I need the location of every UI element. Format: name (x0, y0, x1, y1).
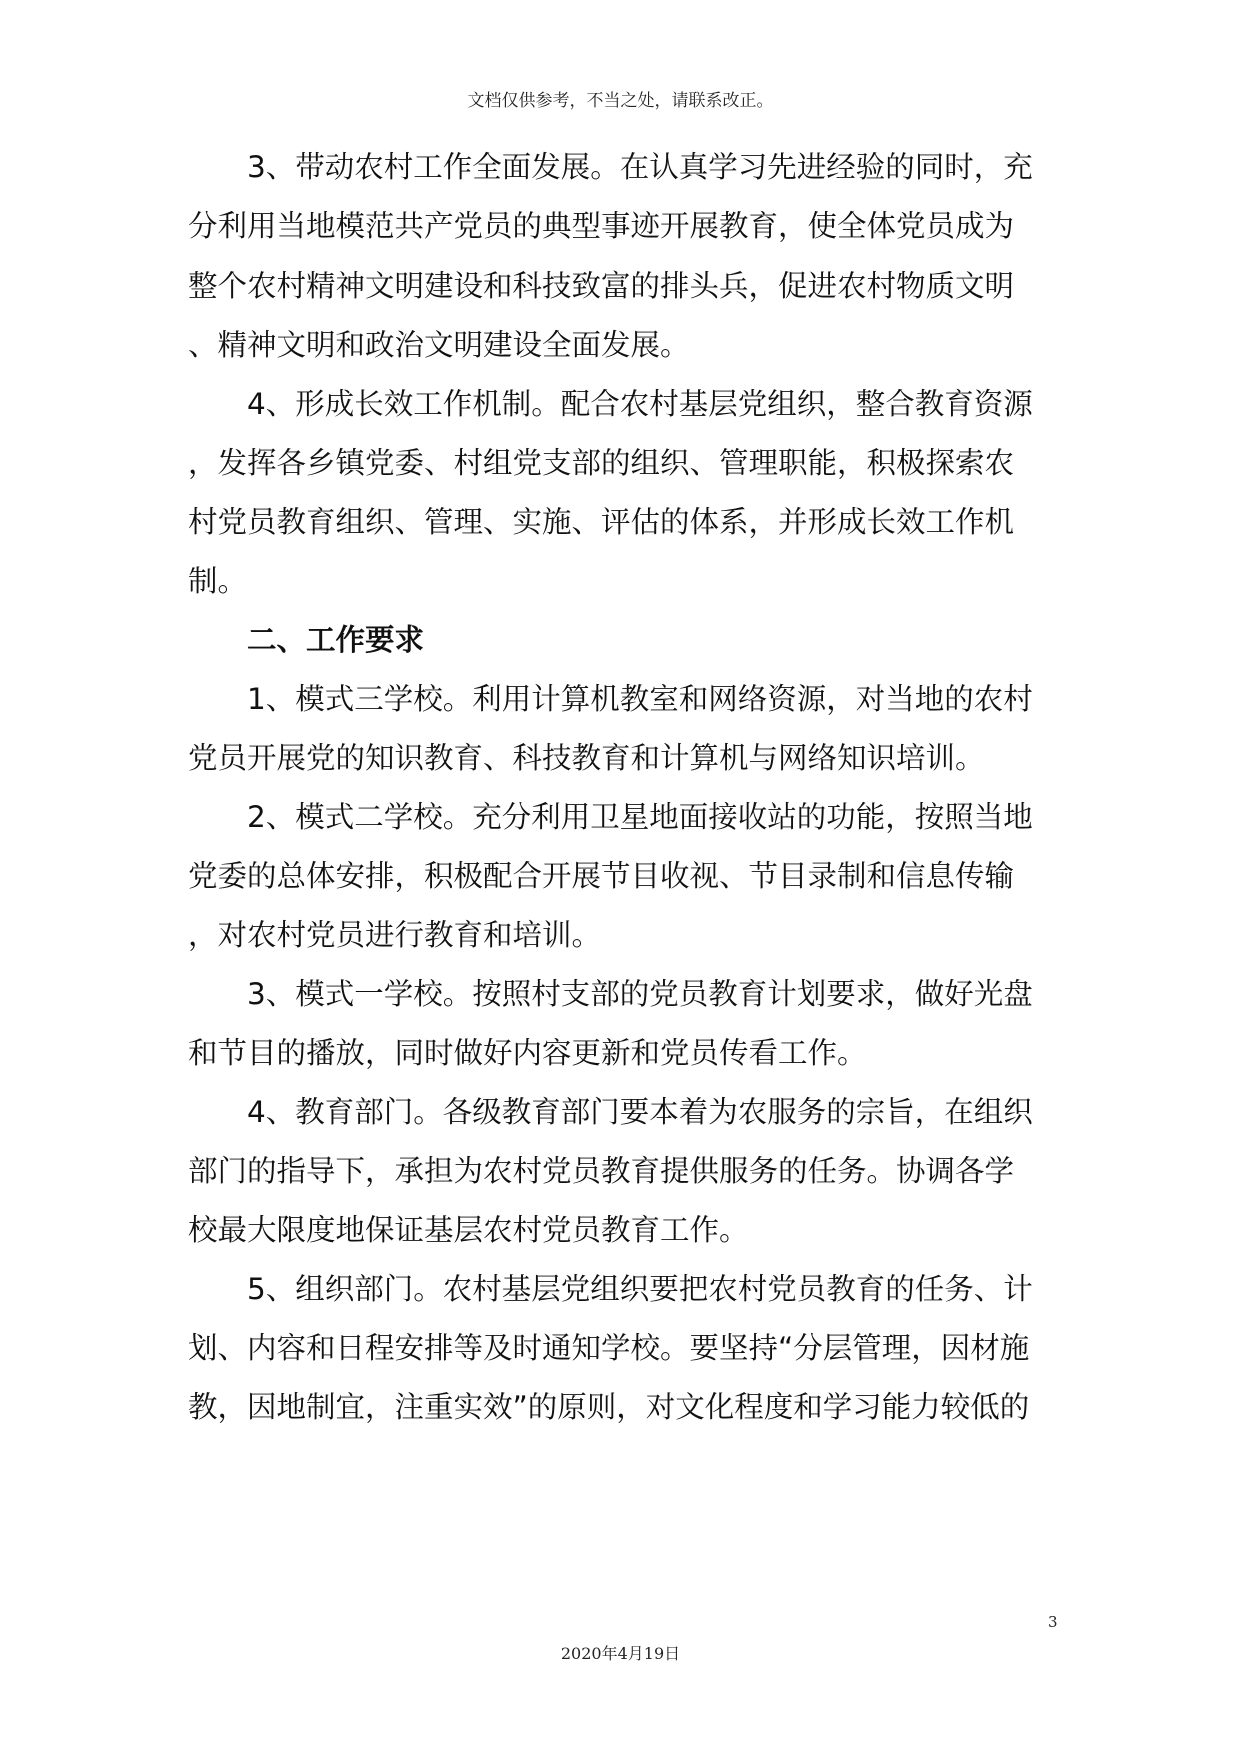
paragraph-line: 4、形成长效工作机制。配合农村基层党组织，整合教育资源 (188, 387, 1033, 421)
paragraph-line: 部门的指导下，承担为农村党员教育提供服务的任务。协调各学 (188, 1154, 1015, 1188)
paragraph-line: 分利用当地模范共产党员的典型事迹开展教育，使全体党员成为 (188, 209, 1015, 243)
paragraph-line: 整个农村精神文明建设和科技致富的排头兵，促进农村物质文明 (188, 269, 1015, 303)
paragraph-line: 党委的总体安排，积极配合开展节目收视、节目录制和信息传输 (188, 859, 1015, 893)
page-footer-date: 2020年4月19日 (560, 1644, 681, 1663)
paragraph-line: 2、模式二学校。充分利用卫星地面接收站的功能，按照当地 (188, 800, 1033, 834)
paragraph-line: ，发挥各乡镇党委、村组党支部的组织、管理职能，积极探索农 (188, 446, 1015, 480)
paragraph-line: 党员开展党的知识教育、科技教育和计算机与网络知识培训。 (188, 741, 985, 775)
paragraph-line: 和节目的播放，同时做好内容更新和党员传看工作。 (188, 1036, 867, 1070)
paragraph-line: 3、模式一学校。按照村支部的党员教育计划要求，做好光盘 (188, 977, 1033, 1011)
paragraph-line: 教，因地制宜，注重实效”的原则，对文化程度和学习能力较低的 (188, 1390, 1030, 1424)
paragraph-line: 5、组织部门。农村基层党组织要把农村党员教育的任务、计 (188, 1272, 1033, 1306)
paragraph-line: 校最大限度地保证基层农村党员教育工作。 (188, 1213, 749, 1247)
paragraph-line: 1、模式三学校。利用计算机教室和网络资源，对当地的农村 (188, 682, 1033, 716)
paragraph-line: 村党员教育组织、管理、实施、评估的体系，并形成长效工作机 (188, 505, 1015, 539)
paragraph-line: 制。 (188, 564, 248, 598)
page-header-note: 文档仅供参考，不当之处，请联系改正。 (467, 91, 774, 111)
page-number: 3 (1048, 1613, 1058, 1631)
paragraph-line: 、精神文明和政治文明建设全面发展。 (188, 328, 690, 362)
paragraph-line: 4、教育部门。各级教育部门要本着为农服务的宗旨，在组织 (188, 1095, 1033, 1129)
paragraph-line: 划、内容和日程安排等及时通知学校。要坚持“分层管理，因材施 (188, 1331, 1030, 1365)
paragraph-line: ，对农村党员进行教育和培训。 (188, 918, 602, 952)
section-heading: 二、工作要求 (188, 623, 425, 657)
paragraph-line: 3、带动农村工作全面发展。在认真学习先进经验的同时，充 (188, 150, 1033, 184)
